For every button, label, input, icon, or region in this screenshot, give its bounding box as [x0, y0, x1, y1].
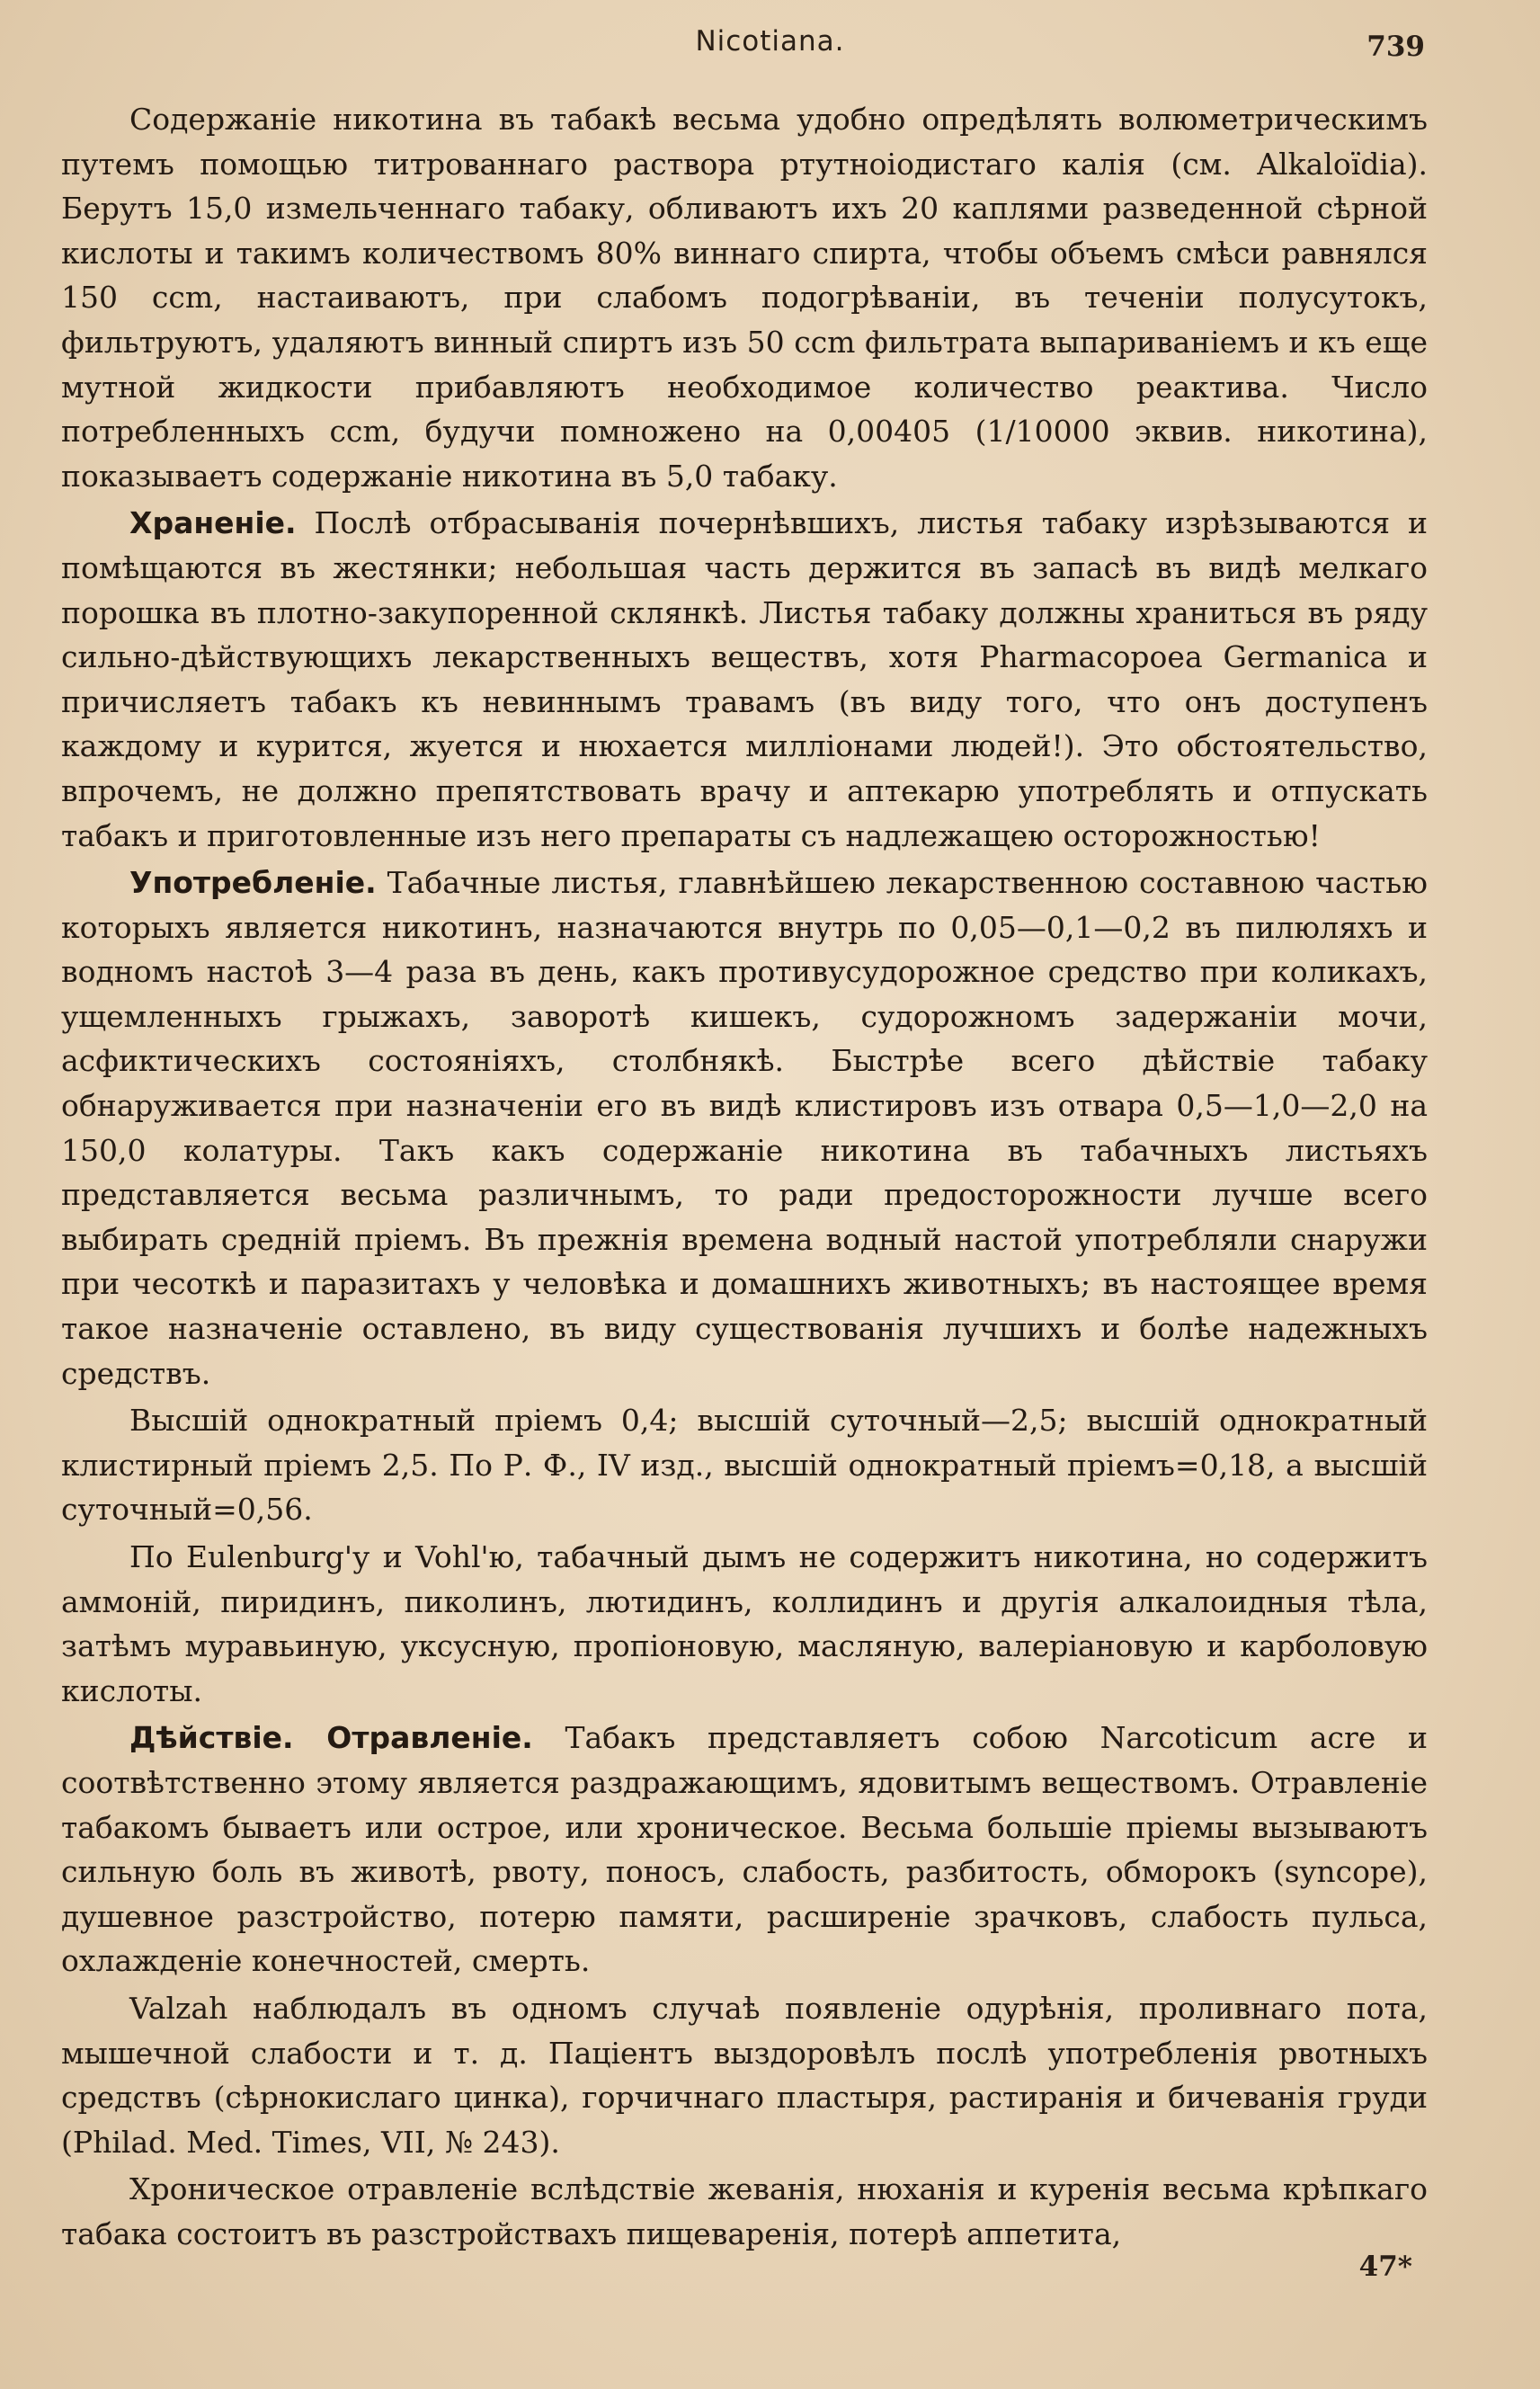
paragraph-text: Высшій однократный пріемъ 0,4; высшій суточный—2,5; высшій однократный клистирный пріемъ 2,5. По Р. Ф., IV изд., высшій однократный пріемъ=0,18, а высшій суточный=0,56. — [61, 1403, 1428, 1528]
paragraph-action — [61, 1716, 1428, 1983]
paragraph-doses — [61, 1398, 1428, 1532]
paragraph-heading: Употребленіе. — [129, 865, 377, 901]
paragraph-text: Табакъ представляетъ собою Narcoticum acre и соотвѣтственно этому является раздражающимъ, ядовитымъ веществомъ. Отравленіе табакомъ бываетъ или острое, или хроническое. Весьма большіе пріемы вызываютъ сильную боль въ животѣ, рвоту, поносъ, слабость, разбитость, обморокъ (syncope), душевное разстройство, потерю памяти, расширеніе зрачковъ, слабость пульса, охлажденіе конечностей, смерть. — [61, 1720, 1428, 1979]
paragraph-heading: Дѣйствіе. Отравленіе. — [129, 1720, 533, 1756]
paragraph-text: Послѣ отбрасыванія почернѣвшихъ, листья табаку изрѣзываются и помѣщаются въ жестянки; небольшая часть держится въ запасѣ въ видѣ мелкаго порошка въ плотно-закупоренной склянкѣ. Листья табаку должны храниться въ ряду сильно-дѣйствующихъ лекарственныхъ веществъ, хотя Pharmacopoea Germanica и причисляетъ табакъ къ невиннымъ травамъ (въ виду того, что онъ доступенъ каждому и курится, жуется и нюхается милліонами людей!). Это обстоятельство, впрочемъ, не должно препятствовать врачу и аптекарю употреблять и отпускать табакъ и приготовленные изъ него препараты съ надлежащею осторожностью! — [61, 505, 1428, 853]
body-text — [61, 97, 1428, 2257]
paragraph-smoke — [61, 1535, 1428, 1713]
paragraph-text: Valzah наблюдалъ въ одномъ случаѣ появленіе одурѣнія, проливнаго пота, мышечной слабости и т. д. Паціентъ выздоровѣлъ послѣ употребленія рвотныхъ средствъ (сѣрнокислаго цинка), горчичнаго пластыря, растиранія и бичеванія груди (Philad. Med. Times, VII, № 243). — [61, 1990, 1428, 2160]
paragraph-text: Содержаніе никотина въ табакѣ весьма удобно опредѣлять волюметрическимъ путемъ помощью титрованнаго раствора ртутноіодистаго калія (см. Alkaloïdia). Берутъ 15,0 измельченнаго табаку, обливаютъ ихъ 20 каплями разведенной сѣрной кислоты и такимъ количествомъ 80% виннаго спирта, чтобы объемъ смѣси равнялся 150 ccm, настаиваютъ, при слабомъ подогрѣваніи, въ теченіи полусутокъ, фильтруютъ, удаляютъ винный спиртъ изъ 50 ccm фильтрата выпариваніемъ и къ еще мутной жидкости прибавляютъ необходимое количество реактива. Число потребленныхъ ccm, будучи помножено на 0,00405 (1/10000 эквив. никотина), показываетъ содержаніе никотина въ 5,0 табаку. — [61, 102, 1428, 494]
page-number: 739 — [1366, 31, 1425, 63]
paragraph-text: Хроническое отравленіе вслѣдствіе жеванія, нюханія и куренія весьма крѣпкаго табака состоитъ въ разстройствахъ пищеваренія, потерѣ аппетита, — [61, 2171, 1428, 2251]
paragraph-storage — [61, 501, 1428, 858]
paragraph-heading: Храненіе. — [129, 505, 297, 541]
paragraph-case — [61, 1986, 1428, 2164]
signature-mark: 47* — [1358, 2251, 1412, 2283]
running-title: Nicotiana. — [695, 25, 845, 58]
paragraph-usage — [61, 860, 1428, 1395]
paragraph-assay — [61, 97, 1428, 498]
paragraph-text: По Eulenburg'у и Vohl'ю, табачный дымъ не содержитъ никотина, но содержитъ аммоній, пиридинъ, пиколинъ, лютидинъ, коллидинъ и другія алкалоидныя тѣла, затѣмъ муравьиную, уксусную, пропіоновую, масляную, валеріановую и карболовую кислоты. — [61, 1539, 1428, 1708]
paragraph-chronic — [61, 2167, 1428, 2256]
paragraph-text: Табачные листья, главнѣйшею лекарственною составною частью которыхъ является никотинъ, назначаются внутрь по 0,05—0,1—0,2 въ пилюляхъ и водномъ настоѣ 3—4 раза въ день, какъ противусудорожное средство при коликахъ, ущемленныхъ грыжахъ, заворотѣ кишекъ, судорожномъ задержаніи мочи, асфиктическихъ состояніяхъ, столбнякѣ. Быстрѣе всего дѣйствіе табаку обнаруживается при назначеніи его въ видѣ клистировъ изъ отвара 0,5—1,0—2,0 на 150,0 колатуры. Такъ какъ содержаніе никотина въ табачныхъ листьяхъ представляется весьма различнымъ, то ради предосторожности лучше всего выбирать средній пріемъ. Въ прежнія времена водный настой употребляли снаружи при чесоткѣ и паразитахъ у человѣка и домашнихъ животныхъ; въ настоящее время такое назначеніе оставлено, въ виду существованія лучшихъ и болѣе надежныхъ средствъ. — [61, 865, 1428, 1391]
